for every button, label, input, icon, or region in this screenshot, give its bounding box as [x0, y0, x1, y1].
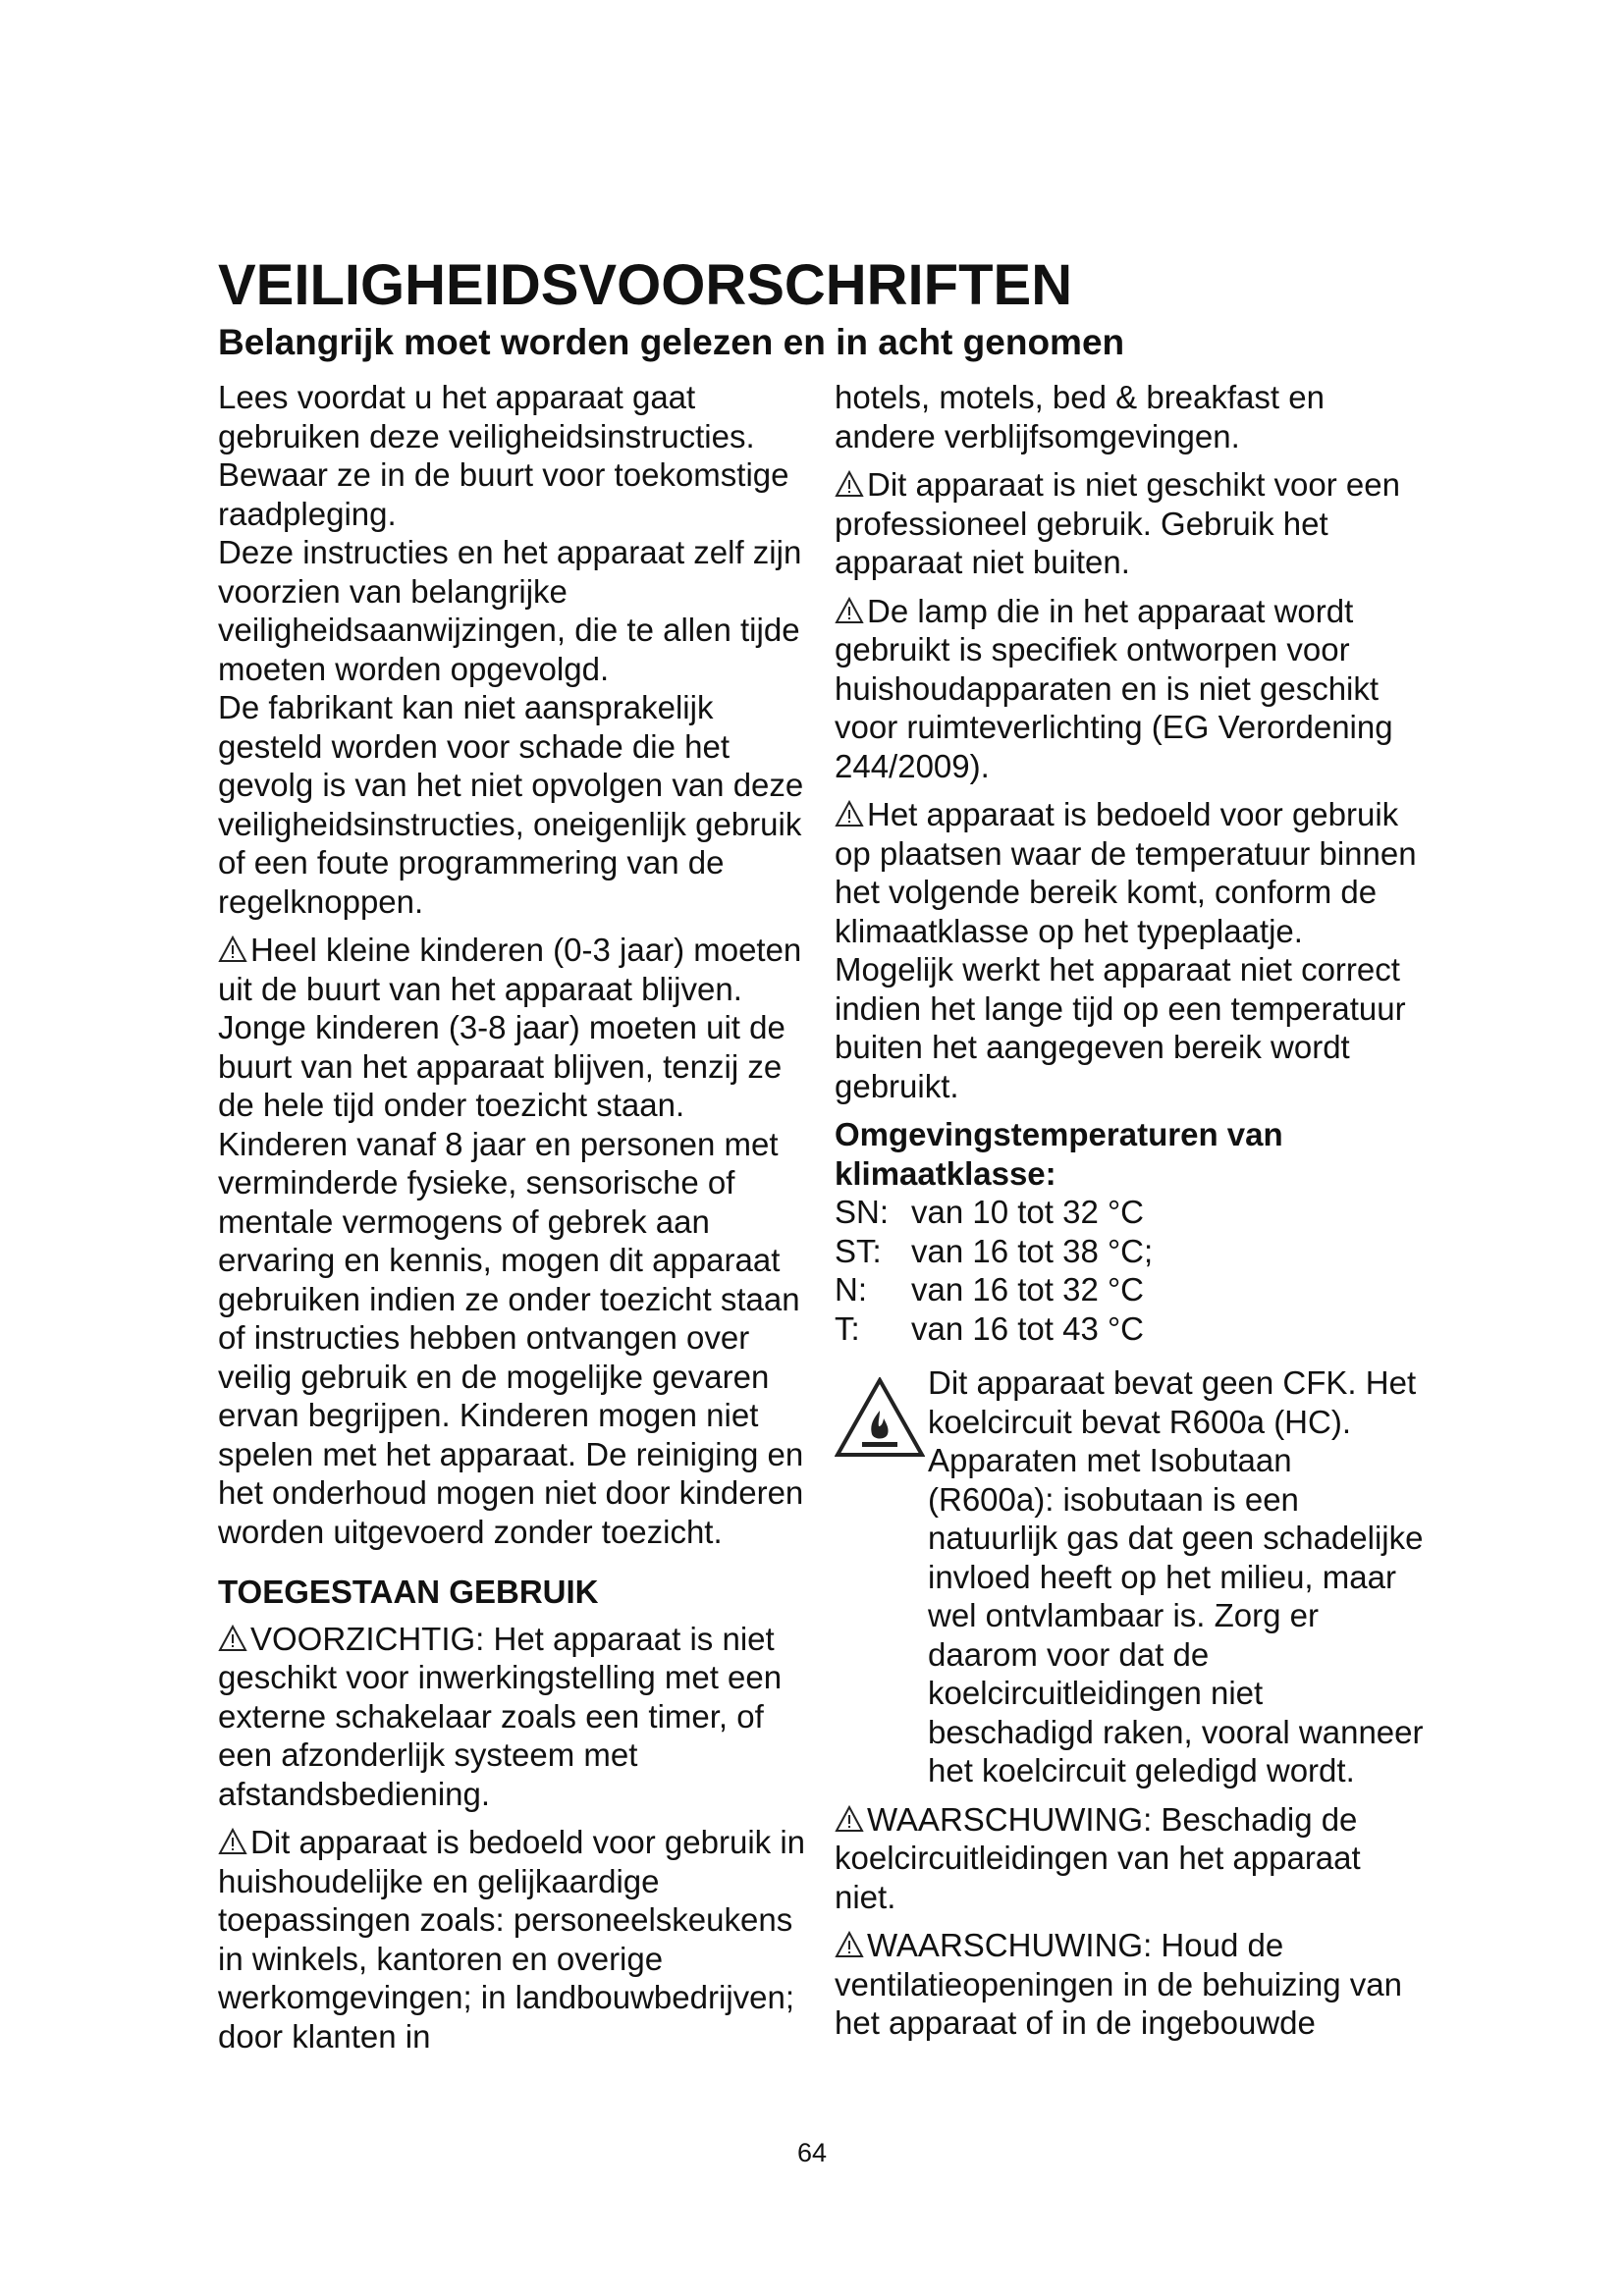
climate-class-range: van 16 tot 32 °C — [911, 1271, 1145, 1308]
warning-triangle-icon — [218, 1625, 247, 1652]
warning-triangle-icon — [218, 935, 247, 963]
warning-text: Dit apparaat is bedoeld voor gebruik in huishoudelijke en gelijkaardige toepassingen zoals: personeelskeukens in winkels, kantoren en overige werkomgevingen; in landbouwbedrijven; door klanten in — [218, 1824, 806, 2055]
paragraph: Mogelijk werkt het apparaat niet correct indien het lange tijd op een temperatuur buiten het aangegeven bereik wordt gebruikt. — [835, 951, 1406, 1104]
warning-paragraph — [835, 592, 1424, 786]
warning-text: Heel kleine kinderen (0-3 jaar) moeten uit de buurt van het apparaat blijven. Jonge kinderen (3-8 jaar) moeten uit de buurt van het apparaat blijven, tenzij ze de hele tijd onder toezicht staan. — [218, 932, 802, 1123]
flammable-notice-text: Dit apparaat bevat geen CFK. Het koelcircuit bevat R600a (HC). Apparaten met Isobutaan (R600a): isobutaan is een natuurlijk gas dat geen schadelijke invloed heeft op het milieu, maar wel ontvlambaar is. Zorg er daarom voor dat de koelcircuitleidingen niet beschadigd raken, vooral wanneer het koelcircuit geledigd wordt. — [928, 1364, 1424, 1789]
climate-class-row — [835, 1232, 1424, 1271]
flammable-notice — [835, 1363, 1424, 1790]
section-heading: Omgevingstemperaturen van klimaatklasse: — [835, 1116, 1283, 1192]
warning-paragraph — [218, 1620, 807, 1814]
warning-triangle-icon — [218, 1828, 247, 1855]
warning-triangle-icon — [835, 470, 864, 498]
warning-paragraph — [835, 1926, 1424, 2043]
warning-triangle-icon — [835, 800, 864, 828]
flammable-warning-icon — [835, 1377, 925, 1458]
warning-text: WAARSCHUWING: Houd de ventilatieopeningen in de behuizing van het apparaat of in de ingebouwde — [835, 1927, 1402, 2041]
paragraph: De fabrikant kan niet aansprakelijk gesteld worden voor schade die het gevolg is van het niet opvolgen van deze veiligheidsinstructies, oneigenlijk gebruik of een foute programmering van de regelknoppen. — [218, 689, 804, 920]
warning-paragraph — [835, 795, 1424, 950]
warning-text: Dit apparaat is niet geschikt voor een professioneel gebruik. Gebruik het apparaat niet buiten. — [835, 466, 1400, 580]
paragraph: hotels, motels, bed & breakfast en andere verblijfsomgevingen. — [835, 379, 1325, 454]
warning-triangle-icon — [835, 1805, 864, 1833]
climate-class-row — [835, 1193, 1424, 1232]
right-column — [835, 378, 1424, 2043]
climate-class-code: SN: — [835, 1194, 890, 1230]
warning-paragraph — [218, 1823, 807, 2056]
warning-paragraph — [218, 931, 807, 1125]
warning-text: Het apparaat is bedoeld voor gebruik op plaatsen waar de temperatuur binnen het volgende bereik komt, conform de klimaatklasse op het typeplaatje. — [835, 796, 1417, 949]
paragraph: Deze instructies en het apparaat zelf zijn voorzien van belangrijke veiligheidsaanwijzingen, die te allen tijde moeten worden opgevolgd. — [218, 534, 802, 687]
climate-class-row — [835, 1309, 1424, 1349]
warning-triangle-icon — [835, 597, 864, 624]
climate-class-list — [835, 1193, 1424, 1348]
warning-text: WAARSCHUWING: Beschadig de koelcircuitleidingen van het apparaat niet. — [835, 1800, 1361, 1915]
page-subtitle: Belangrijk moet worden gelezen en in acht genomen — [218, 322, 1125, 362]
climate-class-code: ST: — [835, 1232, 882, 1269]
climate-class-code: N: — [835, 1271, 867, 1308]
climate-class-range: van 16 tot 38 °C; — [911, 1232, 1154, 1269]
warning-text: VOORZICHTIG: Het apparaat is niet geschikt voor inwerkingstelling met een externe schakelaar zoals een timer, of een afzonderlijk systeem met afstandsbediening. — [218, 1620, 783, 1812]
climate-class-code: T: — [835, 1309, 860, 1347]
warning-text: De lamp die in het apparaat wordt gebruikt is specifiek ontworpen voor huishoudapparaten en is niet geschikt voor ruimteverlichting (EG Verordening 244/2009). — [835, 592, 1393, 784]
paragraph: Kinderen vanaf 8 jaar en personen met verminderde fysieke, sensorische of mentale vermogens of gebrek aan ervaring en kennis, mogen dit apparaat gebruiken indien ze onder toezicht staan of instructies hebben ontvangen over veilig gebruik en de mogelijke gevaren ervan begrijpen. Kinderen mogen niet spelen met het apparaat. De reiniging en het onderhoud mogen niet door kinderen worden uitgevoerd zonder toezicht. — [218, 1125, 804, 1550]
climate-class-row — [835, 1270, 1424, 1309]
climate-class-range: van 10 tot 32 °C — [911, 1194, 1145, 1230]
paragraph: Lees voordat u het apparaat gaat gebruiken deze veiligheidsinstructies. Bewaar ze in de buurt voor toekomstige raadpleging. — [218, 379, 789, 532]
page-title: VEILIGHEIDSVOORSCHRIFTEN — [218, 253, 1073, 317]
left-column — [218, 378, 807, 2056]
section-heading: TOEGESTAAN GEBRUIK — [218, 1574, 599, 1610]
climate-class-range: van 16 tot 43 °C — [911, 1309, 1145, 1347]
warning-paragraph — [835, 1800, 1424, 1917]
page-number: 64 — [796, 2138, 828, 2167]
warning-paragraph — [835, 465, 1424, 582]
warning-triangle-icon — [835, 1931, 864, 1958]
